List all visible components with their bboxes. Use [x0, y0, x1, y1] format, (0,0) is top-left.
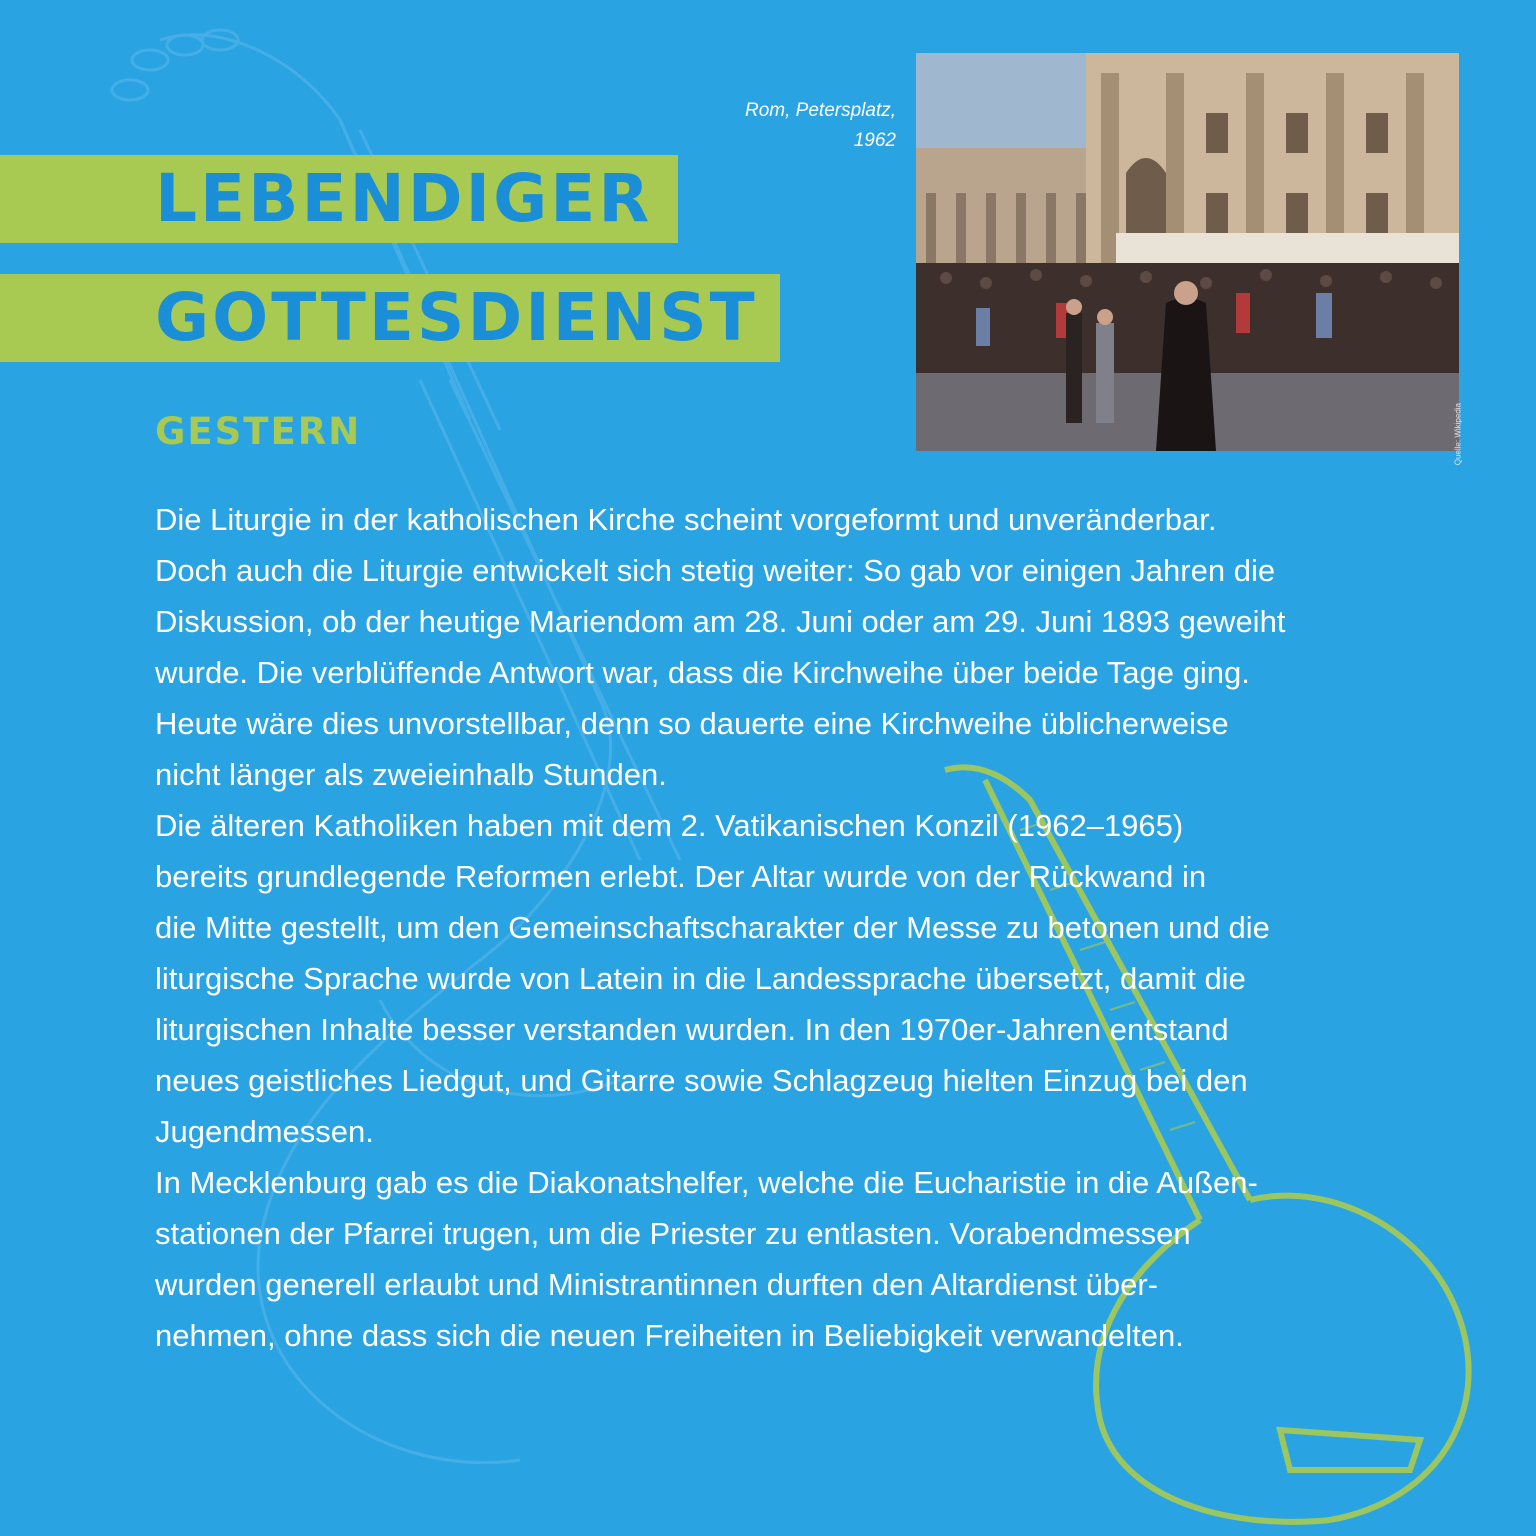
text-line: wurde. Die verblüffende Antwort war, dass die Kirchweihe über beide Tage ging.	[155, 655, 1250, 690]
text-line: neues geistliches Liedgut, und Gitarre sowie Schlagzeug hielten Einzug bei den	[155, 1063, 1248, 1098]
text-line: Doch auch die Liturgie entwickelt sich stetig weiter: So gab vor einigen Jahren die	[155, 553, 1276, 588]
photo-caption	[656, 96, 896, 156]
page-title-line1: LEBENDIGER	[155, 160, 653, 237]
text-line: die Mitte gestellt, um den Gemeinschaftscharakter der Messe zu betonen und die	[155, 910, 1270, 945]
photo-caption-line2: 1962	[853, 130, 896, 151]
photo-illustration	[916, 53, 1459, 451]
text-line: nehmen, ohne dass sich die neuen Freiheiten in Beliebigkeit verwandelten.	[155, 1318, 1184, 1353]
text-line: liturgischen Inhalte besser verstanden wurden. In den 1970er-Jahren entstand	[155, 1012, 1229, 1047]
text-line: nicht länger als zweieinhalb Stunden.	[155, 757, 667, 792]
st-peters-square-photo	[916, 53, 1462, 466]
text-line: Heute wäre dies unvorstellbar, denn so dauerte eine Kirchweihe üblicherweise	[155, 706, 1229, 741]
photo-caption-line1: Rom, Petersplatz,	[745, 100, 896, 121]
text-line: liturgische Sprache wurde von Latein in die Landessprache übersetzt, damit die	[155, 961, 1246, 996]
text-line: Die älteren Katholiken haben mit dem 2. Vatikanischen Konzil (1962–1965)	[155, 808, 1184, 843]
text-line: wurden generell erlaubt und Ministrantinnen durften den Altardienst über-	[155, 1267, 1158, 1302]
section-heading: GESTERN	[155, 410, 362, 453]
body-paragraph-2	[155, 800, 1395, 1157]
body-paragraph-1	[155, 494, 1395, 800]
page-title-line2: GOTTESDIENST	[155, 279, 758, 356]
text-line: bereits grundlegende Reformen erlebt. Der Altar wurde von der Rückwand in	[155, 859, 1207, 894]
text-line: Die Liturgie in der katholischen Kirche scheint vorgeformt und unveränderbar.	[155, 502, 1217, 537]
text-line: Diskussion, ob der heutige Mariendom am 28. Juni oder am 29. Juni 1893 geweiht	[155, 604, 1286, 639]
body-paragraph-3	[155, 1157, 1395, 1361]
text-line: In Mecklenburg gab es die Diakonatshelfer, welche die Eucharistie in die Außen-	[155, 1165, 1258, 1200]
text-line: stationen der Pfarrei trugen, um die Priester zu entlasten. Vorabendmessen	[155, 1216, 1191, 1251]
text-line: Jugendmessen.	[155, 1114, 374, 1149]
body-text	[155, 494, 1395, 1361]
photo-credit: Quelle: Wikipedia	[1453, 403, 1462, 466]
